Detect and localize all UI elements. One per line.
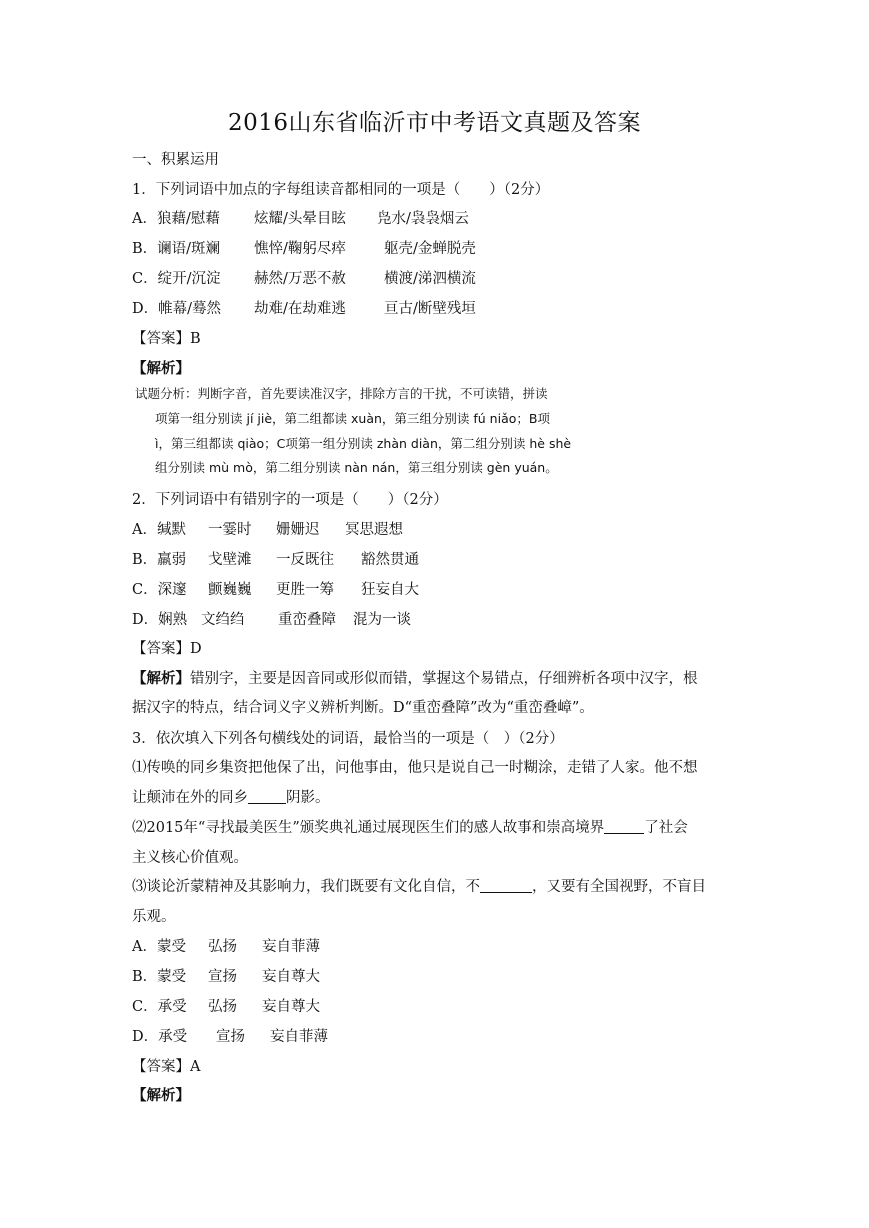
q1-option-d-2: 劫难/在劫难逃 [254,301,346,317]
q3-sentence-2a-pre: ⑵2015年“寻找最美医生”颁奖典礼通过展现医生们的感人故事和崇高境界 [132,820,605,836]
q3-sentence-1b [132,788,330,808]
q1-analysis-line-2: 项第一组分别读 jí jiè，第二组都读 xuàn，第三组分别读 fú niǎo；B项 [155,411,550,426]
document-title: 2016山东省临沂市中考语文真题及答案 [227,110,642,136]
q3-option-b-2: 宣扬 [208,969,237,985]
q3-option-d-1: D．承受 [132,1029,188,1045]
q1-analysis-label: 【解析】 [132,360,190,377]
q2-option-c-1: C．深邃 [132,582,187,598]
q3-option-a-3: 妄自菲薄 [262,939,320,955]
q3-blank-1 [248,789,286,804]
q2-option-b-3: 一反既往 [276,552,334,568]
q2-stem: 2．下列词语中有错别字的一项是（ ）（2分） [132,492,448,508]
q2-option-d-1: D．娴熟 [132,612,188,628]
q3-option-a-1: A．蒙受 [132,939,186,955]
q3-blank-3 [480,878,532,893]
q3-blank-2 [604,819,644,834]
q2-option-a-2: 一霎时 [208,522,252,538]
q3-option-b-3: 妄自尊大 [262,969,320,985]
q2-option-d-3: 重峦叠障 [278,612,336,628]
q1-analysis-line-1: 试题分析：判断字音，首先要读准汉字，排除方言的干扰，不可读错，拼读 [135,386,548,401]
q3-answer: 【答案】A [132,1059,201,1075]
q2-analysis-1 [132,669,698,689]
q1-option-d-3: 亘古/断壁残垣 [384,301,476,317]
q3-sentence-3a-pre: ⑶谈论沂蒙精神及其影响力，我们既要有文化自信，不 [132,879,480,895]
q3-analysis-label: 【解析】 [132,1087,190,1104]
q2-option-d-2: 文绉绉 [201,612,245,628]
q2-option-d-4: 混为一谈 [353,612,411,628]
q1-option-d-1: D．帷幕/蓦然 [132,301,222,317]
q2-option-b-1: B．羸弱 [132,552,187,568]
q3-sentence-3a [132,877,706,897]
q3-sentence-1b-post: 阴影。 [286,790,330,806]
q1-option-a-1: A．狼藉/慰藉 [132,211,220,227]
q1-option-c-1: C．绽开/沉淀 [132,271,221,287]
q3-stem: 3．依次填入下列各句横线处的词语，最恰当的一项是（ ）（2分） [132,731,564,747]
q3-sentence-1a: ⑴传唤的同乡集资把他保了出，问他事由，他只是说自己一时糊涂，走错了人家。他不想 [132,760,698,776]
section-heading: 一、积累运用 [132,152,219,168]
q3-sentence-2a-post: 了社会 [644,820,688,836]
q3-sentence-1b-pre: 让颠沛在外的同乡 [132,790,248,806]
q2-option-c-4: 狂妄自大 [361,582,419,598]
q1-analysis-line-4: 组分别读 mù mò，第二组分别读 nàn nán，第三组分别读 gèn yuán。 [155,460,558,475]
q1-option-c-3: 横渡/涕泗横流 [384,271,476,287]
q1-analysis-line-3: ì，第三组都读 qiào；C项第一组分别读 zhàn diàn，第二组分别读 hè shè [155,436,572,451]
q1-option-b-2: 憔悴/鞠躬尽瘁 [254,241,346,257]
q1-option-c-2: 赫然/万恶不赦 [254,271,346,287]
q3-sentence-3b: 乐观。 [132,909,176,925]
q3-option-a-2: 弘扬 [208,939,237,955]
q1-option-b-1: B．谰语/斑斓 [132,241,221,257]
q2-option-a-4: 冥思遐想 [345,522,403,538]
q1-option-a-3: 凫水/袅袅烟云 [377,211,469,227]
q3-option-c-3: 妄自尊大 [262,999,320,1015]
q2-option-b-4: 豁然贯通 [361,552,419,568]
q2-analysis-text-1: 错别字，主要是因音同或形似而错，掌握这个易错点，仔细辨析各项中汉字，根 [190,671,698,687]
q2-answer: 【答案】D [132,641,202,657]
q3-sentence-2b: 主义核心价值观。 [132,850,248,866]
q2-option-a-3: 姗姗迟 [276,522,320,538]
q3-option-b-1: B．蒙受 [132,969,187,985]
q1-option-a-2: 炫耀/头晕目眩 [254,211,346,227]
q2-option-a-1: A．缄默 [132,522,186,538]
q1-stem: 1．下列词语中加点的字每组读音都相同的一项是（ ）（2分） [132,182,550,198]
q3-sentence-3a-post: ，又要有全国视野，不盲目 [532,879,706,895]
q3-sentence-2a [132,818,688,838]
q3-option-c-1: C．承受 [132,999,187,1015]
q2-option-c-2: 颤巍巍 [208,582,252,598]
q1-option-b-3: 躯壳/金蝉脱壳 [384,241,476,257]
q3-option-d-3: 妄自菲薄 [270,1029,328,1045]
q2-option-b-2: 戈壁滩 [208,552,252,568]
q2-option-c-3: 更胜一筹 [276,582,334,598]
q3-option-c-2: 弘扬 [208,999,237,1015]
q3-option-d-2: 宣扬 [216,1029,245,1045]
q1-answer: 【答案】B [132,331,201,347]
q2-analysis-text-2: 据汉字的特点，结合词义字义辨析判断。D“重峦叠障”改为“重峦叠嶂”。 [132,700,594,716]
q2-analysis-label: 【解析】 [132,670,190,687]
